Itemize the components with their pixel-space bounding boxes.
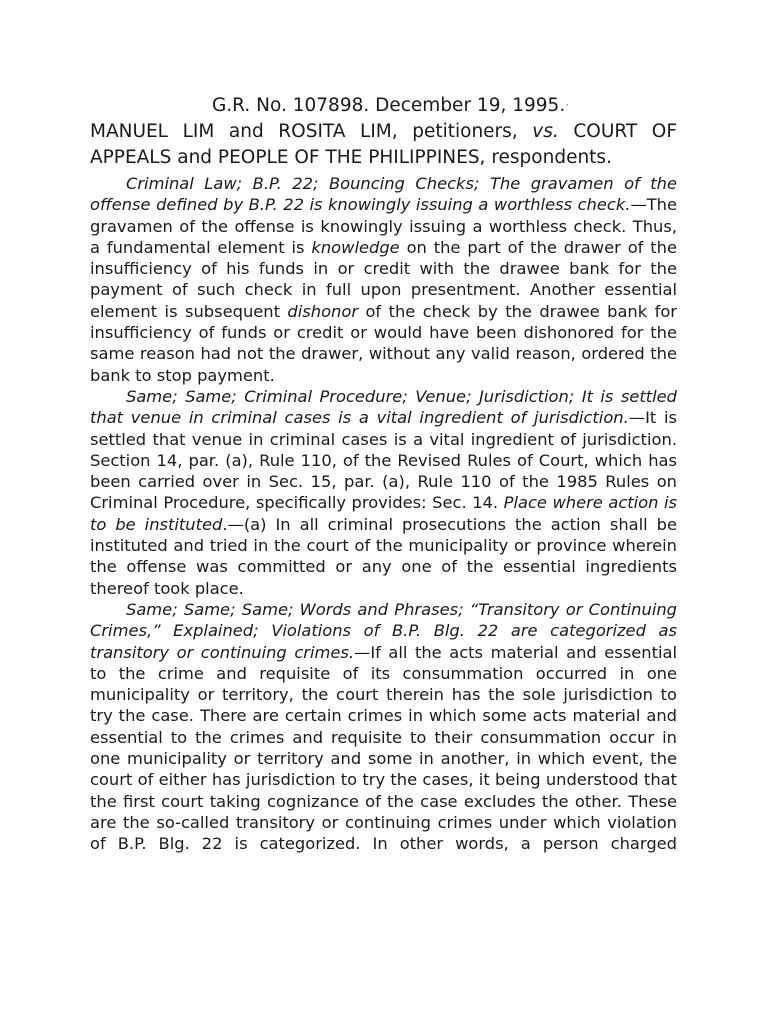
paragraph-1-emphasis-b: dishonor [287,301,359,321]
petitioners: MANUEL LIM and ROSITA LIM, petitioners, [90,121,518,142]
paragraph-2-text-a: —It is settled that venue in criminal cases is a vital ingredient of jurisdiction. Section 14, par. (a), Rule 110, of the Revised Rules of Court, which has been carried over in Sec. 15, par. (a), Rule 110 of the 1985 Rules on Criminal Procedure, specifically provides: Sec. 14. [90,408,677,513]
paragraph-1-text-a: —The gravamen of the offense is knowingly issuing a worthless check. Thus, a fundamental element is [90,195,677,257]
document-page [90,92,677,855]
case-number: G.R. No. 107898. December 19, 1995.· [211,95,570,116]
headnote-3: Same; Same; Same; Words and Phrases; “Transitory or Continuing Crimes,” Explained; Violations of B.P. Blg. 22 are categorized as transitory or continuing crimes. [90,599,677,662]
court-name: COURT OF [573,121,677,142]
paragraph-2 [90,386,677,599]
versus: vs. [532,121,559,142]
headnote-1: Criminal Law; B.P. 22; Bouncing Checks; The gravamen of the offense defined by B.P. 22 is knowingly issuing a worthless check. [90,174,677,215]
paragraph-1 [90,173,677,386]
headnote-2: Same; Same; Criminal Procedure; Venue; Jurisdiction; It is settled that venue in criminal cases is a vital ingredient of jurisdiction. [90,386,677,428]
paragraph-3 [90,599,677,855]
paragraph-2-emphasis-a: Place where action is to be instituted [90,493,677,534]
marker-dot-icon: · [565,98,570,112]
paragraph-3-text-a: —If all the acts material and essential to the crime and requisite of its consummation occurred in one municipality or territory, the court therein has the sole jurisdiction to try the case. There are certain crimes in which some acts material and essential to the crimes and requisite to their consummation occur in one municipality or territory and some in another, in which event, the court of either has jurisdiction to try the cases, it being understood that the first court taking cognizance of the case excludes the other. These are the so-called transitory or continuing crimes under which violation of B.P. Blg. 22 is categorized. In other words, a person charged [90,642,677,854]
paragraph-2-text-b: .—(a) In all criminal prosecutions the action shall be instituted and tried in the court of the municipality or province wherein the offense was committed or any one of the essential ingredients thereof took place. [90,514,678,598]
paragraph-1-emphasis-a: knowledge [311,237,400,257]
respondents: APPEALS and PEOPLE OF THE PHILIPPINES, respondents. [90,147,612,168]
paragraph-1-text-b: on the part of the drawer of the insufficiency of his funds in or credit with the drawee bank for the payment of such check in full upon presentment. Another essential element is subsequent [90,237,677,321]
paragraph-1-text-c: of the check by the drawee bank for insufficiency of funds or credit or would have been dishonored for the same reason had not the drawer, without any valid reason, ordered the bank to stop payment. [90,301,677,385]
case-parties-line [90,119,677,145]
